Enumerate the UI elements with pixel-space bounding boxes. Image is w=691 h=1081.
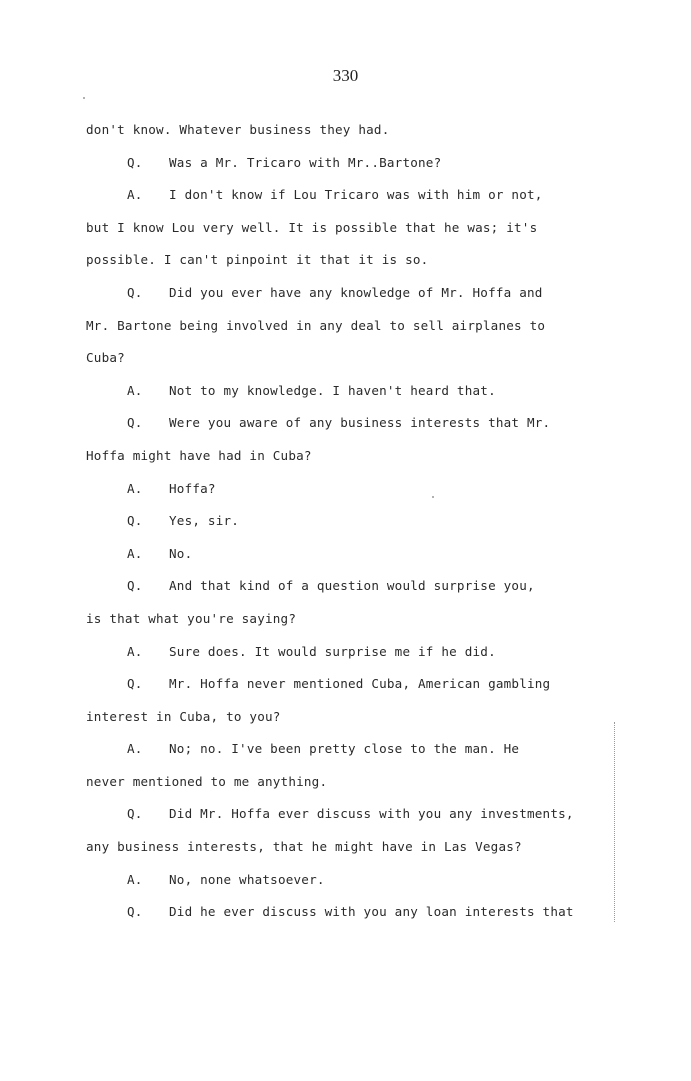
page-number: 330 bbox=[332, 66, 359, 85]
line-text: Cuba? bbox=[86, 350, 125, 366]
speaker-label: Q. bbox=[127, 415, 143, 431]
speaker-label: A. bbox=[127, 643, 143, 659]
speaker-label: Q. bbox=[127, 513, 143, 529]
line-text: No; no. I've been pretty close to the man. He bbox=[169, 741, 520, 757]
speaker-label: A. bbox=[127, 187, 143, 203]
line-text: No, none whatsoever. bbox=[169, 871, 325, 887]
transcript-line bbox=[86, 867, 626, 900]
transcript-line bbox=[86, 313, 626, 346]
line-text: is that what you're saying? bbox=[86, 610, 297, 626]
line-text: Not to my knowledge. I haven't heard that. bbox=[169, 382, 496, 398]
margin-scan-mark bbox=[614, 722, 616, 922]
line-text: No. bbox=[169, 545, 193, 561]
line-text: possible. I can't pinpoint it that it is so. bbox=[86, 252, 429, 268]
transcript-line bbox=[86, 476, 626, 509]
transcript-line bbox=[86, 573, 626, 606]
line-text: I don't know if Lou Tricaro was with him or not, bbox=[169, 187, 543, 203]
transcript-line bbox=[86, 215, 626, 248]
line-text: Did you ever have any knowledge of Mr. Hoffa and bbox=[169, 284, 543, 300]
transcript-line bbox=[86, 150, 626, 183]
transcript-line bbox=[86, 736, 626, 769]
speaker-label: A. bbox=[127, 741, 143, 757]
speaker-label: A. bbox=[127, 382, 143, 398]
scan-speck bbox=[83, 97, 85, 99]
scan-speck bbox=[432, 496, 434, 498]
transcript-line bbox=[86, 769, 626, 802]
speaker-label: Q. bbox=[127, 806, 143, 822]
line-text: Hoffa? bbox=[169, 480, 216, 496]
transcript-line bbox=[86, 247, 626, 280]
transcript-line bbox=[86, 182, 626, 215]
transcript-line bbox=[86, 508, 626, 541]
transcript-body bbox=[86, 117, 626, 932]
line-text: interest in Cuba, to you? bbox=[86, 708, 281, 724]
speaker-label: Q. bbox=[127, 676, 143, 692]
line-text: but I know Lou very well. It is possible that he was; it's bbox=[86, 219, 538, 235]
speaker-label: A. bbox=[127, 545, 143, 561]
transcript-line bbox=[86, 801, 626, 834]
transcript-line bbox=[86, 606, 626, 639]
line-text: Did Mr. Hoffa ever discuss with you any investments, bbox=[169, 806, 574, 822]
line-text: And that kind of a question would surprise you, bbox=[169, 578, 535, 594]
line-text: any business interests, that he might have in Las Vegas? bbox=[86, 839, 522, 855]
speaker-label: Q. bbox=[127, 578, 143, 594]
line-text: Did he ever discuss with you any loan interests that bbox=[169, 904, 574, 920]
transcript-line bbox=[86, 443, 626, 476]
transcript-line bbox=[86, 899, 626, 932]
transcript-line bbox=[86, 345, 626, 378]
speaker-label: Q. bbox=[127, 904, 143, 920]
transcript-line bbox=[86, 704, 626, 737]
speaker-label: Q. bbox=[127, 284, 143, 300]
speaker-label: A. bbox=[127, 480, 143, 496]
transcript-line bbox=[86, 671, 626, 704]
line-text: Were you aware of any business interests that Mr. bbox=[169, 415, 551, 431]
speaker-label: A. bbox=[127, 871, 143, 887]
line-text: Mr. Hoffa never mentioned Cuba, American gambling bbox=[169, 676, 551, 692]
line-text: don't know. Whatever business they had. bbox=[86, 122, 390, 137]
line-text: Hoffa might have had in Cuba? bbox=[86, 447, 312, 463]
line-text: never mentioned to me anything. bbox=[86, 773, 328, 789]
transcript-line bbox=[86, 378, 626, 411]
transcript-line bbox=[86, 280, 626, 313]
transcript-line bbox=[86, 410, 626, 443]
transcript-line bbox=[86, 639, 626, 672]
speaker-label: Q. bbox=[127, 154, 143, 170]
transcript-line bbox=[86, 541, 626, 574]
line-text: Yes, sir. bbox=[169, 513, 240, 529]
line-text: Was a Mr. Tricaro with Mr..Bartone? bbox=[169, 154, 442, 170]
transcript-line bbox=[86, 834, 626, 867]
line-text: Sure does. It would surprise me if he did. bbox=[169, 643, 496, 659]
transcript-line bbox=[86, 117, 626, 150]
line-text: Mr. Bartone being involved in any deal to sell airplanes to bbox=[86, 317, 546, 333]
